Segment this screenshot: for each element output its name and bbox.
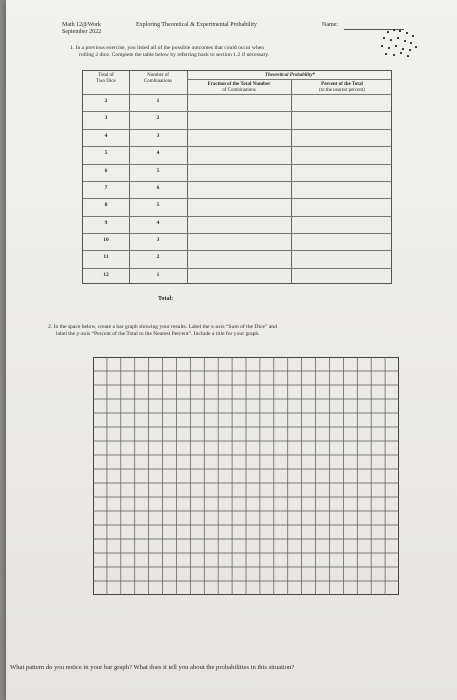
table-cell-fraction[interactable] — [188, 129, 290, 145]
header-total-of-two-dice: Total of Two Dice — [96, 73, 116, 84]
pattern-question: What pattern do you notice in your bar graph? What does it tell you about the probabilities in this situation? — [10, 664, 295, 671]
table-cell-total: 3 — [104, 115, 108, 122]
name-label: Name: — [322, 22, 338, 28]
table-cell-combinations: 5 — [156, 202, 160, 209]
table-cell-fraction[interactable] — [188, 250, 290, 266]
table-cell-total: 11 — [103, 254, 109, 261]
header-fraction: Fraction of the Total Number of Combinations — [207, 82, 271, 93]
table-cell-fraction[interactable] — [188, 146, 290, 162]
table-cell-percent[interactable] — [292, 216, 392, 232]
table-cell-percent[interactable] — [292, 268, 392, 284]
table-cell-fraction[interactable] — [188, 216, 290, 232]
question-1-line-1: 1. In a previous exercise, you listed all of the possible outcomes that could occur when — [70, 45, 265, 51]
table-cell-total: 7 — [104, 184, 108, 191]
table-cell-fraction[interactable] — [188, 233, 290, 249]
table-cell-total: 8 — [104, 202, 108, 209]
bar-graph-grid[interactable] — [93, 357, 399, 595]
scribble-dots — [379, 27, 419, 57]
course-label: Math 12@Work — [62, 22, 101, 28]
table-cell-combinations: 2 — [156, 254, 160, 261]
header-theoretical-probability: Theoretical Probability* — [264, 73, 316, 78]
table-cell-percent[interactable] — [292, 129, 392, 145]
table-cell-combinations: 5 — [156, 167, 160, 174]
table-cell-combinations: 6 — [156, 184, 160, 191]
table-cell-fraction[interactable] — [188, 94, 290, 110]
grid-lines — [93, 357, 399, 595]
table-cell-combinations: 3 — [156, 132, 160, 139]
table-cell-combinations: 1 — [156, 271, 160, 278]
table-cell-combinations: 2 — [156, 115, 160, 122]
question-1-line-2: rolling 2 dice. Complete the table below by referring back to section 1.2 if necessary. — [79, 52, 270, 58]
table-cell-total: 6 — [104, 167, 108, 174]
table-cell-fraction[interactable] — [188, 198, 290, 214]
table-cell-percent[interactable] — [292, 250, 392, 266]
table-cell-total: 12 — [103, 271, 109, 278]
question-2-line-1: 2. In the space below, create a bar graph showing your results. Label the x-axis “Sum of the Dice” and — [48, 324, 277, 330]
table-cell-fraction[interactable] — [188, 268, 290, 284]
table-cell-percent[interactable] — [292, 146, 392, 162]
table-cell-combinations: 4 — [156, 150, 160, 157]
date-label: September 2022 — [62, 29, 102, 35]
header-percent: Percent of the Total (to the nearest percent) — [319, 82, 365, 93]
table-cell-percent[interactable] — [292, 164, 392, 180]
table-cell-percent[interactable] — [292, 233, 392, 249]
table-cell-combinations: 4 — [156, 219, 160, 226]
table-cell-percent[interactable] — [292, 94, 392, 110]
table-cell-fraction[interactable] — [188, 164, 290, 180]
probability-table — [82, 70, 392, 284]
table-cell-percent[interactable] — [292, 111, 392, 127]
table-cell-combinations: 3 — [156, 236, 160, 243]
table-cell-total: 9 — [104, 219, 108, 226]
table-cell-total: 2 — [104, 98, 108, 104]
table-cell-total: 5 — [104, 150, 108, 157]
worksheet-title: Exploring Theoretical & Experimental Probability — [136, 22, 257, 28]
table-cell-total: 10 — [103, 236, 109, 243]
table-cell-total: 4 — [104, 132, 108, 139]
table-cell-fraction[interactable] — [188, 111, 290, 127]
table-cell-percent[interactable] — [292, 198, 392, 214]
question-2-line-2: label the y-axis “Percent of the Total to the Nearest Percent”. Include a title for your graph. — [56, 331, 260, 337]
header-number-of-combinations: Number of Combinations — [143, 73, 173, 84]
worksheet-page — [6, 0, 457, 700]
table-cell-fraction[interactable] — [188, 181, 290, 197]
total-label: Total: — [158, 296, 174, 302]
table-cell-combinations: 1 — [156, 98, 160, 104]
table-cell-percent[interactable] — [292, 181, 392, 197]
